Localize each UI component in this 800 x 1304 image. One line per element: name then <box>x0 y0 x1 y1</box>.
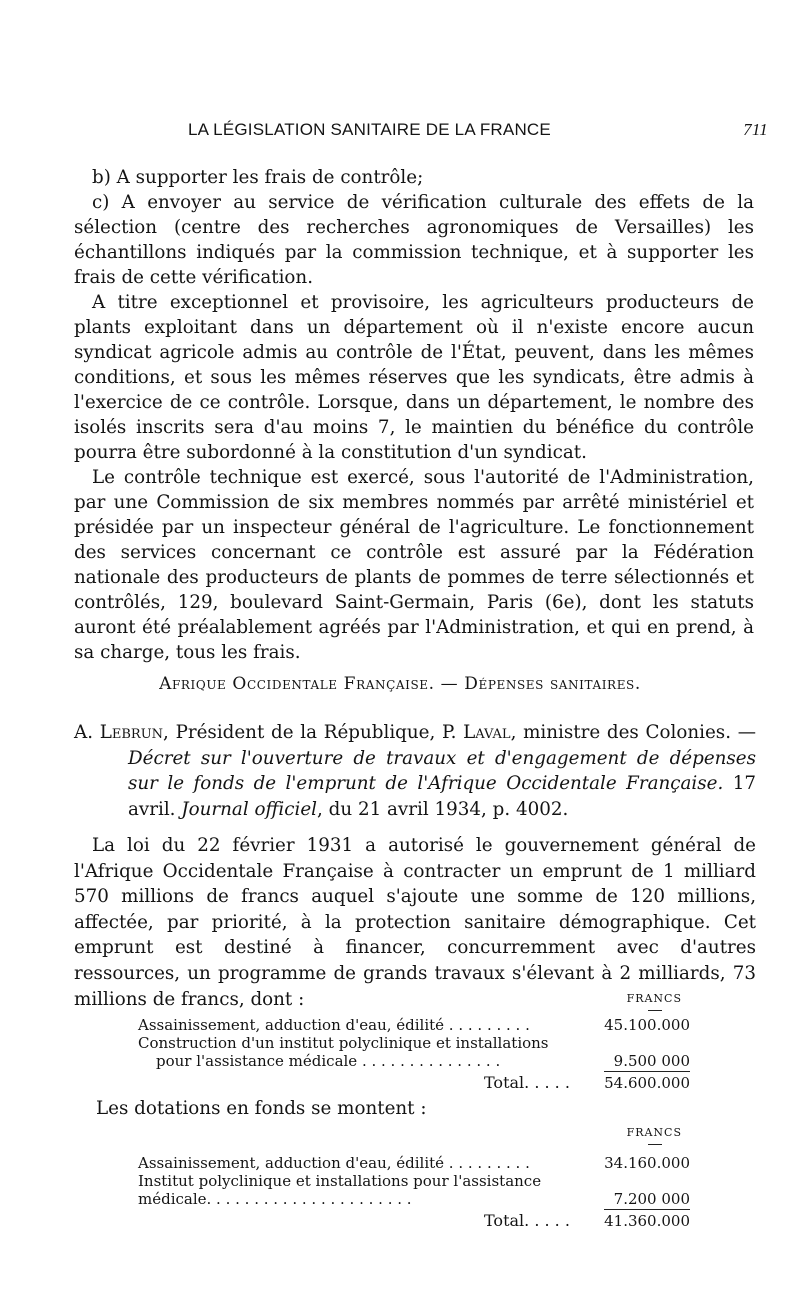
paragraph-controle: Le contrôle technique est exercé, sous l'autorité de l'Administration, par une Commission de six membres nommés par arrêté ministériel et présidée par un inspecteur général de l'agriculture. Le fonctionnement des services concernant ce contrôle est assuré par la Fédération nationale des producteurs de plants de pommes de terre sélectionnés et contrôlés, 129, boulevard Saint-Germain, Paris (6e), dont les statuts auront été préalablement agréés par l'Administration, et qui en prend, à sa charge, tous les frais. <box>74 467 754 663</box>
dotations-intro: Les dotations en fonds se montent : <box>96 1098 427 1119</box>
decree-minister: , ministre des Colonies. — <box>510 722 757 743</box>
loi-text: La loi du 22 février 1931 a autorisé le gouvernement général de l'Afrique Occidentale Française à contracter un emprunt de 1 milliard 570 millions de francs auquel s'ajoute une somme de 120 millions, affectée, par priorité, à la protection sanitaire démographique. Cet emprunt est destiné à financer, concurremment avec d'autres ressources, un programme de grands travaux s'élevant à 2 milliards, 73 millions de francs, dont : <box>74 835 756 1010</box>
table2-row2-label-a: Institut polyclinique et installations pour l'assistance <box>138 1172 542 1190</box>
decree-citation <box>74 720 756 822</box>
table-dotations <box>138 1124 690 1236</box>
table2-row1-label: Assainissement, adduction d'eau, édilité . . . . . . . . . <box>138 1154 530 1172</box>
table2-unit: FRANCS <box>626 1126 682 1139</box>
table2-row2-label-b: médicale. . . . . . . . . . . . . . . . . . . . . . <box>138 1190 412 1208</box>
section-heading: Afrique Occidentale Française. — Dépenses sanitaires. <box>159 674 641 694</box>
decree-president: , Président de la République, P. <box>163 722 464 743</box>
paragraph-exceptionnel: A titre exceptionnel et provisoire, les agriculteurs producteurs de plants exploitant dans un département où il n'existe encore aucun syndicat agricole admis au contrôle de l'État, peuvent, dans les mêmes conditions, et sous les mêmes réserves que les syndicats, être admis à l'exercice de ce contrôle. Lorsque, dans un département, le nombre des isolés inscrits sera d'au moins 7, le maintien du bénéfice du contrôle pourra être subordonné à la constitution d'un syndicat. <box>74 292 754 463</box>
table2-total-rule <box>604 1209 690 1210</box>
table1-row1-label: Assainissement, adduction d'eau, édilité . . . . . . . . . <box>138 1016 530 1034</box>
decree-journal: Journal officiel <box>181 798 318 820</box>
table2-row1-amount: 34.160.000 <box>604 1154 690 1172</box>
decree-ref: , du 21 avril 1934, p. 4002. <box>317 798 569 820</box>
decree-title: Décret sur l'ouverture de travaux et d'engagement de dépenses sur le fonds de l'emprunt de l'Afrique Occidentale Française. <box>128 747 756 794</box>
table1-row2-label-a: Construction d'un institut polyclinique et installations <box>138 1034 549 1052</box>
page-header <box>188 120 768 146</box>
table2-total-amount: 41.360.000 <box>604 1212 690 1230</box>
decree-laval: Laval <box>463 722 511 743</box>
loi-paragraph <box>74 833 756 1012</box>
table1-unit-rule <box>648 1010 662 1011</box>
table-programme <box>138 990 690 1102</box>
page-number: 711 <box>743 120 768 139</box>
table2-row2-amount: 7.200 000 <box>613 1190 690 1208</box>
table1-row1-amount: 45.100.000 <box>604 1016 690 1034</box>
decree-date: 17 avril. <box>128 773 757 820</box>
table1-total-label: Total. . . . . <box>484 1073 570 1092</box>
table1-total-amount: 54.600.000 <box>604 1074 690 1092</box>
decree-lebrun: Lebrun <box>99 722 164 743</box>
table1-row2-amount: 9.500 000 <box>613 1052 690 1070</box>
table2-unit-rule <box>648 1144 662 1145</box>
running-title: LA LÉGISLATION SANITAIRE DE LA FRANCE <box>188 120 551 139</box>
table1-total-rule <box>604 1071 690 1072</box>
table2-total-label: Total. . . . . <box>484 1211 570 1230</box>
table1-unit: FRANCS <box>626 992 682 1005</box>
item-b: b) A supporter les frais de contrôle; <box>92 167 424 188</box>
table1-row2-label-b: pour l'assistance médicale . . . . . . . . . . . . . . . <box>156 1052 501 1070</box>
text-block-1 <box>74 165 754 665</box>
decree-a: A. <box>74 722 100 743</box>
item-c: c) A envoyer au service de vérification culturale des effets de la sélection (centre des recherches agronomiques de Versailles) les échantillons indiqués par la commission technique, et à supporter les frais de cette vérification. <box>74 192 754 288</box>
